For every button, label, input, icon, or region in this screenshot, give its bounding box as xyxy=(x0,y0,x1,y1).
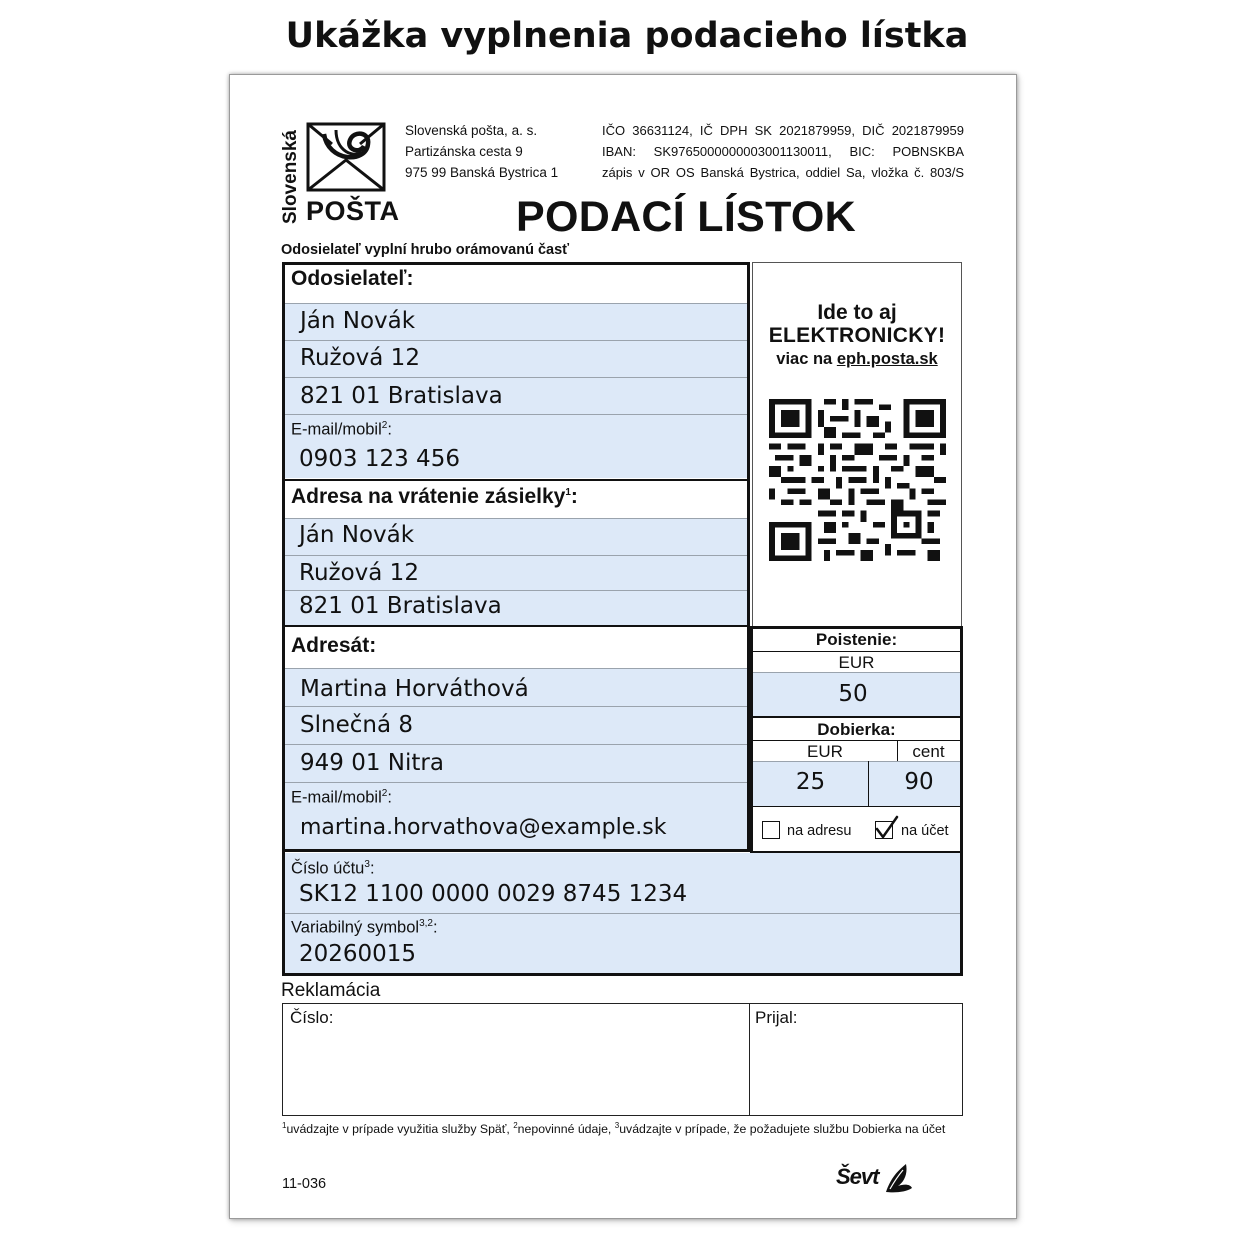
variable-symbol-label: Variabilný symbol$^{3,2}$: xyxy=(291,918,438,937)
insurance-value: 50 xyxy=(838,681,868,707)
footnote: $^1$uvádzajte v prípade využitia služby Späť, $^2$nepovinné údaje, $^3$uvádzajte v prípade, že požadujete službu Dobierka na účet xyxy=(282,1121,946,1137)
instruction-text: Odosielateľ vyplní hrubo orámovanú časť xyxy=(281,242,570,258)
sender-label: Odosielateľ: xyxy=(291,267,414,290)
recipient-name: Martina Horváthová xyxy=(300,676,529,702)
return-city: 821 01 Bratislava xyxy=(299,593,502,619)
cod-eur-value: 25 xyxy=(795,769,826,795)
divider xyxy=(753,651,960,652)
sender-name: Ján Novák xyxy=(300,308,416,334)
registration-line: zápis v OR OS Banská Bystrica, oddiel Sa, vložka č. 803/S xyxy=(602,165,964,180)
promo-link[interactable]: eph.posta.sk xyxy=(836,350,938,368)
registration-info xyxy=(602,120,964,183)
company-address xyxy=(405,120,558,183)
company-line: Slovenská pošta, a. s. xyxy=(405,123,538,138)
logo-vertical-text: Slovenská xyxy=(280,130,301,224)
sender-street: Ružová 12 xyxy=(300,345,420,371)
posthorn-envelope-logo-icon xyxy=(306,122,386,192)
cod-currency: EUR xyxy=(807,742,843,761)
return-street: Ružová 12 xyxy=(299,560,419,586)
variable-symbol-value: 20260015 xyxy=(299,941,417,967)
company-line: Partizánska cesta 9 xyxy=(405,144,523,159)
complaint-label: Reklamácia xyxy=(281,980,381,1001)
registration-line: IBAN: SK9765000000003001130011, BIC: POBNSKBA xyxy=(602,144,964,159)
cod-account-label: na účet xyxy=(901,823,949,839)
account-value: SK12 1100 0000 0029 8745 1234 xyxy=(299,881,688,907)
registration-line: IČO 36631124, IČ DPH SK 2021879959, DIČ 2021879959 xyxy=(602,123,964,138)
complaint-divider xyxy=(749,1003,750,1116)
recipient-contact-label: E-mail/mobil$^2$: xyxy=(291,788,392,807)
divider xyxy=(753,806,960,807)
cod-address-checkbox[interactable] xyxy=(762,821,780,839)
section-divider xyxy=(285,625,747,627)
divider xyxy=(753,716,960,718)
return-address-label: Adresa na vrátenie zásielky$^1$: xyxy=(291,485,578,508)
cod-address-label: na adresu xyxy=(787,823,852,839)
promo-text xyxy=(752,302,962,370)
promo-line-1: Ide to aj xyxy=(817,301,897,324)
form-code: 11-036 xyxy=(282,1176,327,1192)
insurance-label: Poistenie: xyxy=(815,630,898,649)
sender-city: 821 01 Bratislava xyxy=(300,383,503,409)
recipient-label: Adresát: xyxy=(291,634,377,657)
return-name: Ján Novák xyxy=(299,522,415,548)
recipient-street: Slnečná 8 xyxy=(300,712,413,738)
form-title: PODACÍ LÍSTOK xyxy=(516,193,856,241)
recipient-contact: martina.horvathova@example.sk xyxy=(300,815,667,840)
printer-name: Ševt xyxy=(836,1164,879,1189)
qr-code-icon[interactable] xyxy=(769,399,946,561)
company-line: 975 99 Banská Bystrica 1 xyxy=(405,165,559,180)
complaint-box xyxy=(282,1003,963,1116)
checkmark-icon xyxy=(872,814,900,842)
divider xyxy=(753,740,960,741)
account-label: Číslo účtu$^3$: xyxy=(291,859,375,878)
recipient-city: 949 01 Nitra xyxy=(300,750,444,776)
insurance-currency: EUR xyxy=(838,653,875,672)
complaint-received-label: Prijal: xyxy=(755,1008,798,1027)
page-heading: Ukážka vyplnenia podacieho lístka xyxy=(285,16,969,56)
section-divider xyxy=(285,479,747,481)
logo-posta-text: POŠTA xyxy=(306,196,400,226)
sender-contact: 0903 123 456 xyxy=(299,446,460,472)
sevt-butterfly-logo-icon xyxy=(884,1162,914,1194)
cod-label: Dobierka: xyxy=(817,720,896,739)
promo-line-2: ELEKTRONICKY! xyxy=(768,324,946,347)
promo-line-3: viac na eph.posta.sk xyxy=(776,350,938,368)
complaint-number-label: Číslo: xyxy=(290,1008,334,1027)
sender-contact-label: E-mail/mobil$^2$: xyxy=(291,420,392,439)
cod-cent-value: 90 xyxy=(904,769,934,795)
cod-cent-label: cent xyxy=(912,742,945,761)
